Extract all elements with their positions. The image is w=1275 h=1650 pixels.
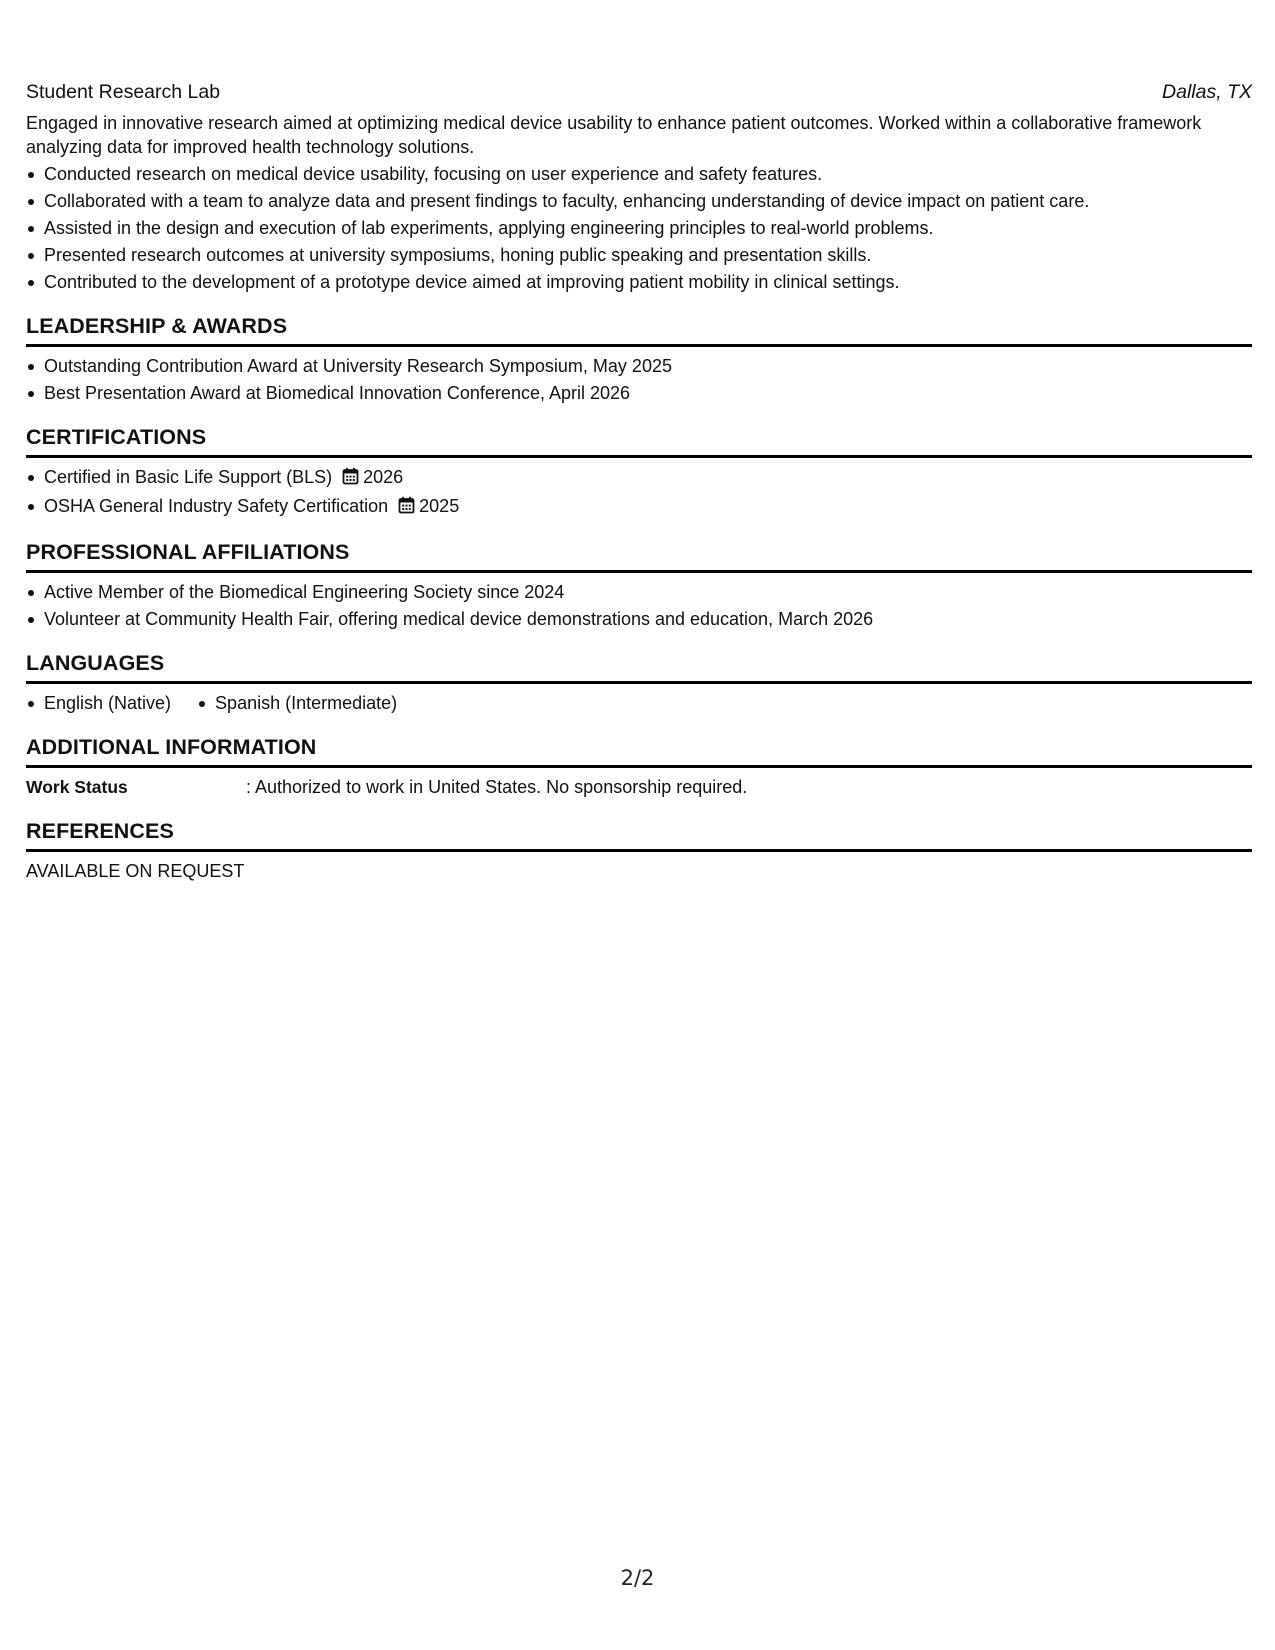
calendar-icon (398, 495, 415, 522)
certification-year: 2025 (419, 496, 460, 516)
work-status-label: Work Status (26, 777, 128, 797)
language-item: Spanish (Intermediate) (197, 690, 397, 717)
page-number: 2/2 (620, 1566, 655, 1590)
affiliations-list (26, 579, 1252, 633)
work-status-value: : Authorized to work in United States. No sponsorship required. (246, 777, 748, 797)
languages-list (26, 690, 1252, 717)
section-title-leadership: LEADERSHIP & AWARDS (26, 312, 1252, 347)
list-item: Presented research outcomes at university symposiums, honing public speaking and presentation skills. (26, 242, 1252, 269)
experience-location: Dallas, TX (1162, 81, 1252, 103)
list-item: Contributed to the development of a prototype device aimed at improving patient mobility in clinical settings. (26, 269, 1252, 296)
references-text: AVAILABLE ON REQUEST (26, 861, 245, 881)
certifications-list (26, 464, 1252, 522)
list-item: Active Member of the Biomedical Engineering Society since 2024 (26, 579, 1252, 606)
leadership-list (26, 353, 1252, 407)
list-item: Outstanding Contribution Award at University Research Symposium, May 2025 (26, 353, 1252, 380)
certification-item (26, 493, 1252, 522)
list-item: Assisted in the design and execution of lab experiments, applying engineering principles to real-world problems. (26, 215, 1252, 242)
certification-name: OSHA General Industry Safety Certification (44, 496, 389, 516)
section-title-languages: LANGUAGES (26, 649, 1252, 684)
experience-header (26, 78, 1252, 106)
experience-organization: Student Research Lab (26, 81, 221, 103)
section-title-references: REFERENCES (26, 817, 1252, 852)
resume-page (26, 78, 1252, 885)
work-status-row (26, 774, 1252, 801)
certification-name: Certified in Basic Life Support (BLS) (44, 467, 333, 487)
section-title-certifications: CERTIFICATIONS (26, 423, 1252, 458)
certification-year: 2026 (363, 467, 404, 487)
experience-bullets (26, 161, 1252, 296)
language-item: English (Native) (26, 690, 171, 717)
section-title-affiliations: PROFESSIONAL AFFILIATIONS (26, 538, 1252, 573)
list-item: Collaborated with a team to analyze data and present findings to faculty, enhancing understanding of device impact on patient care. (26, 188, 1252, 215)
list-item: Conducted research on medical device usability, focusing on user experience and safety features. (26, 161, 1252, 188)
list-item: Volunteer at Community Health Fair, offering medical device demonstrations and education, March 2026 (26, 606, 1252, 633)
calendar-icon (342, 466, 359, 493)
certification-item (26, 464, 1252, 493)
section-title-additional: ADDITIONAL INFORMATION (26, 733, 1252, 768)
list-item: Best Presentation Award at Biomedical Innovation Conference, April 2026 (26, 380, 1252, 407)
experience-summary: Engaged in innovative research aimed at optimizing medical device usability to enhance patient outcomes. Worked within a collaborative framework analyzing data for improved health technology solutions. (26, 113, 1202, 157)
